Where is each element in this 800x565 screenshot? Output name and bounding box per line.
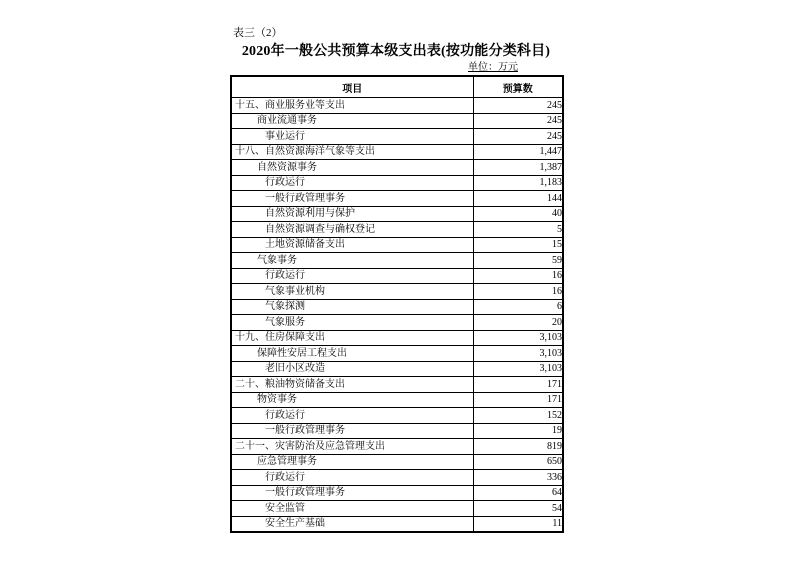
item-cell: 自然资源调查与确权登记 <box>231 222 473 238</box>
table-row <box>231 439 563 455</box>
table-row <box>231 113 563 129</box>
amount-cell: 54 <box>473 501 563 517</box>
amount-cell: 6 <box>473 299 563 315</box>
item-cell: 一般行政管理事务 <box>231 485 473 501</box>
item-cell: 十五、商业服务业等支出 <box>231 98 473 114</box>
item-cell: 二十、粮油物资储备支出 <box>231 377 473 393</box>
table-row <box>231 408 563 424</box>
amount-cell: 1,387 <box>473 160 563 176</box>
unit-label: 单位：万元 <box>468 62 518 73</box>
table-row <box>231 501 563 517</box>
table-row <box>231 98 563 114</box>
amount-cell: 3,103 <box>473 330 563 346</box>
table-header-row <box>231 76 563 98</box>
item-cell: 行政运行 <box>231 408 473 424</box>
item-cell: 老旧小区改造 <box>231 361 473 377</box>
table-row <box>231 206 563 222</box>
table-row <box>231 129 563 145</box>
amount-cell: 64 <box>473 485 563 501</box>
budget-table <box>230 75 564 533</box>
item-cell: 物资事务 <box>231 392 473 408</box>
amount-cell: 1,447 <box>473 144 563 160</box>
table-row <box>231 330 563 346</box>
budget-document <box>230 27 562 533</box>
table-row <box>231 160 563 176</box>
table-row <box>231 377 563 393</box>
table-row <box>231 191 563 207</box>
item-cell: 气象服务 <box>231 315 473 331</box>
table-row <box>231 237 563 253</box>
table-row <box>231 361 563 377</box>
item-cell: 一般行政管理事务 <box>231 191 473 207</box>
item-cell: 保障性安居工程支出 <box>231 346 473 362</box>
table-row <box>231 392 563 408</box>
amount-cell: 819 <box>473 439 563 455</box>
amount-cell: 1,183 <box>473 175 563 191</box>
amount-cell: 171 <box>473 392 563 408</box>
amount-cell: 20 <box>473 315 563 331</box>
column-header-amount: 预算数 <box>473 76 563 98</box>
table-row <box>231 485 563 501</box>
item-cell: 十八、自然资源海洋气象等支出 <box>231 144 473 160</box>
table-row <box>231 144 563 160</box>
amount-cell: 5 <box>473 222 563 238</box>
item-cell: 气象事业机构 <box>231 284 473 300</box>
item-cell: 十九、住房保障支出 <box>231 330 473 346</box>
amount-cell: 336 <box>473 470 563 486</box>
item-cell: 行政运行 <box>231 268 473 284</box>
item-cell: 行政运行 <box>231 175 473 191</box>
item-cell: 商业流通事务 <box>231 113 473 129</box>
table-row <box>231 284 563 300</box>
amount-cell: 40 <box>473 206 563 222</box>
table-caption: 表三（2） <box>233 27 283 39</box>
amount-cell: 15 <box>473 237 563 253</box>
table-row <box>231 454 563 470</box>
table-row <box>231 346 563 362</box>
amount-cell: 11 <box>473 516 563 532</box>
amount-cell: 650 <box>473 454 563 470</box>
item-cell: 土地资源储备支出 <box>231 237 473 253</box>
amount-cell: 19 <box>473 423 563 439</box>
table-row <box>231 222 563 238</box>
item-cell: 应急管理事务 <box>231 454 473 470</box>
amount-cell: 245 <box>473 129 563 145</box>
amount-cell: 144 <box>473 191 563 207</box>
table-row <box>231 315 563 331</box>
item-cell: 自然资源事务 <box>231 160 473 176</box>
amount-cell: 3,103 <box>473 346 563 362</box>
item-cell: 气象探测 <box>231 299 473 315</box>
amount-cell: 152 <box>473 408 563 424</box>
item-cell: 安全监管 <box>231 501 473 517</box>
amount-cell: 16 <box>473 268 563 284</box>
item-cell: 行政运行 <box>231 470 473 486</box>
amount-cell: 3,103 <box>473 361 563 377</box>
item-cell: 一般行政管理事务 <box>231 423 473 439</box>
table-row <box>231 423 563 439</box>
page-title: 2020年一般公共预算本级支出表(按功能分类科目) <box>241 44 551 59</box>
amount-cell: 245 <box>473 113 563 129</box>
table-row <box>231 470 563 486</box>
column-header-item: 项目 <box>231 76 473 98</box>
table-row <box>231 268 563 284</box>
amount-cell: 171 <box>473 377 563 393</box>
table-row <box>231 175 563 191</box>
amount-cell: 245 <box>473 98 563 114</box>
amount-cell: 16 <box>473 284 563 300</box>
item-cell: 安全生产基础 <box>231 516 473 532</box>
amount-cell: 59 <box>473 253 563 269</box>
table-row <box>231 299 563 315</box>
item-cell: 自然资源利用与保护 <box>231 206 473 222</box>
table-row <box>231 516 563 532</box>
item-cell: 事业运行 <box>231 129 473 145</box>
table-row <box>231 253 563 269</box>
item-cell: 气象事务 <box>231 253 473 269</box>
item-cell: 二十一、灾害防治及应急管理支出 <box>231 439 473 455</box>
